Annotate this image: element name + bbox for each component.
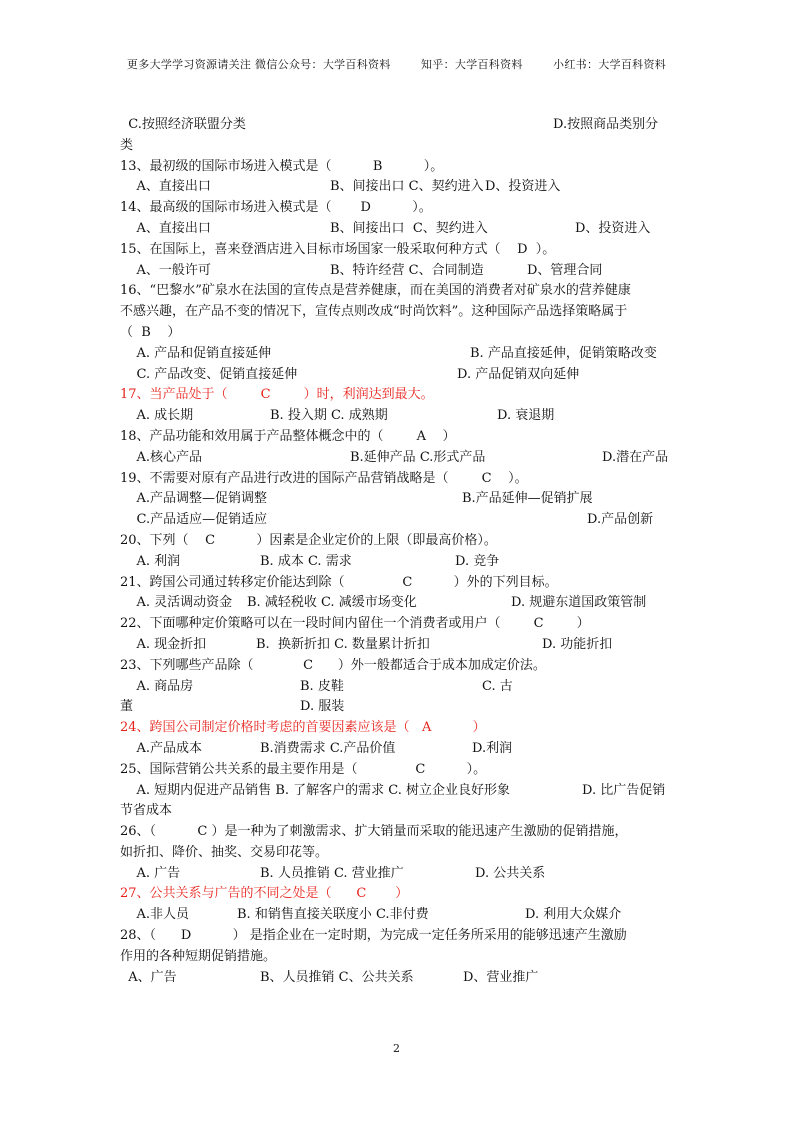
line-text: 如折扣、降价、抽奖、交易印花等。: [120, 844, 329, 860]
option-text: B. 皮鞋: [300, 678, 344, 694]
text-line: [120, 635, 675, 656]
option-text: B. 产品直接延伸，促销策略改变: [470, 345, 657, 361]
line-text: 22、下面哪种定价策略可以在一段时间内留住一个消费者或用户（ C ）: [120, 616, 590, 632]
option-text: D、管理合同: [527, 262, 603, 278]
text-line: [120, 905, 675, 926]
text-line: [120, 697, 675, 718]
text-line: [120, 177, 675, 198]
text-line: [120, 718, 675, 739]
option-text: D.按照商品类别分: [553, 117, 659, 132]
text-line: [120, 864, 675, 885]
page-number: 2: [393, 1042, 400, 1055]
line-text: A. 短期内促进产品销售 B. 了解客户的需求 C. 树立企业良好形象: [120, 782, 511, 798]
option-text: B.产品延伸—促销扩展: [462, 491, 593, 507]
line-text: A. 商品房: [120, 678, 194, 694]
text-line: [120, 198, 675, 219]
line-text: （ B ）: [120, 324, 181, 340]
text-line: [120, 926, 675, 947]
line-text: 18、产品功能和效用属于产品整体概念中的（ A ）: [120, 428, 456, 444]
text-line: [120, 552, 675, 573]
line-text: A.产品成本: [120, 740, 203, 756]
line-text: 25、国际营销公共关系的最主要作用是（ C ）。: [120, 761, 487, 777]
text-line: [120, 365, 675, 386]
text-line: [120, 406, 675, 427]
text-line: [120, 469, 675, 490]
option-text: B、间接出口 C、契约进入: [330, 179, 484, 195]
text-line: [120, 136, 675, 157]
line-text: A.核心产品: [120, 449, 203, 465]
option-text: D、投资进入: [485, 179, 561, 195]
line-text: 不感兴趣，在产品不变的情况下，宣传点则改成“时尚饮料”。这种国际产品选择策略属于: [120, 304, 628, 320]
option-text: B. 和销售直接关联度小 C.非付费: [237, 907, 429, 923]
option-text: B. 人员推销 C. 营业推广: [260, 865, 404, 881]
page-header: 更多大学学习资源请关注 微信公众号：大学百科资料 知乎：大学百科资料 小红书：大学百科资料: [126, 58, 667, 71]
option-text: B. 投入期 C. 成熟期: [270, 408, 388, 424]
line-text: 23、下列哪些产品除（ C ）外一般都适合于成本加成定价法。: [120, 657, 546, 673]
line-text: A. 利润: [120, 553, 181, 569]
question-list: [120, 115, 675, 988]
text-line: [120, 489, 675, 510]
option-text: D. 功能折扣: [542, 636, 613, 652]
option-text: D、投资进入: [575, 220, 651, 236]
text-line: [120, 323, 675, 344]
option-text: D、营业推广: [463, 969, 539, 985]
line-text: A、广告: [120, 969, 177, 985]
line-text: 13、最初级的国际市场进入模式是（ B ）。: [120, 158, 444, 174]
text-line: [120, 302, 675, 323]
line-text: A. 灵活调动资金: [120, 595, 233, 611]
text-line: [120, 281, 675, 302]
option-text: D. 产品促销双向延伸: [457, 366, 580, 382]
text-line: [120, 968, 675, 989]
option-text: D. 衰退期: [497, 408, 555, 424]
line-text: 19、不需要对原有产品进行改进的国际产品营销战略是（ C ）。: [120, 470, 528, 486]
line-text: A. 现金折扣: [120, 636, 207, 652]
line-text: 27、公共关系与广告的不同之处是（ C ）: [120, 886, 409, 902]
text-line: [120, 739, 675, 760]
option-text: B、间接出口 C、契约进入: [330, 220, 488, 236]
option-text: B. 成本 C. 需求: [260, 553, 352, 569]
text-line: [120, 614, 675, 635]
line-text: 17、当产品处于（ C ）时，利润达到最大。: [120, 387, 434, 403]
text-line: [120, 884, 675, 905]
line-text: 节省成本: [120, 803, 173, 819]
option-text: D.利润: [472, 740, 513, 756]
option-text: C. 古: [482, 678, 513, 694]
line-text: 14、最高级的国际市场进入模式是（ D ）。: [120, 200, 432, 216]
line-text: 21、跨国公司通过转移定价能达到除（ C ）外的下列目标。: [120, 574, 558, 590]
option-text: B、特许经营 C、合同制造: [330, 262, 484, 278]
line-text: 16、“巴黎水”矿泉水在法国的宣传点是营养健康，而在美国的消费者对矿泉水的营养健康: [120, 283, 631, 299]
text-line: [120, 115, 675, 136]
line-text: A、一般许可: [120, 262, 211, 278]
line-text: 24、跨国公司制定价格时考虑的首要因素应该是（ A ）: [120, 720, 486, 736]
text-line: [120, 531, 675, 552]
text-line: [120, 801, 675, 822]
line-text: 董: [120, 699, 134, 715]
line-text: 15、在国际上，喜来登酒店进入目标市场国家一般采取何种方式（ D ）。: [120, 241, 556, 257]
line-text: A. 成长期: [120, 408, 194, 424]
text-line: [120, 510, 675, 531]
line-text: A.产品调整—促销调整: [120, 491, 268, 507]
line-text: A.非人员: [120, 907, 190, 923]
line-text: A、直接出口: [120, 179, 211, 195]
text-line: [120, 760, 675, 781]
text-line: [120, 781, 675, 802]
line-text: A. 广告: [120, 865, 181, 881]
option-text: D.潜在产品: [602, 449, 669, 465]
text-line: [120, 947, 675, 968]
text-line: [120, 344, 675, 365]
option-text: B、人员推销 C、公共关系: [260, 969, 414, 985]
text-line: [120, 677, 675, 698]
line-text: 类: [120, 137, 134, 153]
option-text: B.消费需求 C.产品价值: [260, 740, 396, 756]
text-line: [120, 427, 675, 448]
option-text: D.产品创新: [587, 512, 654, 528]
option-text: D. 公共关系: [475, 865, 546, 881]
text-line: [120, 157, 675, 178]
option-text: D. 规避东道国政策管制: [511, 595, 647, 611]
line-text: C.按照经济联盟分类: [120, 117, 246, 132]
text-line: [120, 448, 675, 469]
line-text: C.产品适应—促销适应: [120, 512, 268, 528]
option-text: D. 竞争: [455, 553, 500, 569]
option-text: D. 服装: [300, 699, 345, 715]
text-line: [120, 843, 675, 864]
line-text: 20、下列（ C ）因素是企业定价的上限（即最高价格）。: [120, 532, 497, 548]
option-text: B.延伸产品 C.形式产品: [350, 449, 486, 465]
option-text: B. 减轻税收 C. 减缓市场变化: [247, 595, 417, 611]
text-line: [120, 261, 675, 282]
text-line: [120, 219, 675, 240]
option-text: D. 利用大众媒介: [525, 907, 622, 923]
text-line: [120, 573, 675, 594]
line-text: 作用的各种短期促销措施。: [120, 948, 277, 964]
text-line: [120, 593, 675, 614]
text-line: [120, 240, 675, 261]
option-text: D. 比广告促销: [582, 782, 666, 798]
text-line: [120, 385, 675, 406]
text-line: [120, 822, 675, 843]
option-text: B. 换新折扣 C. 数量累计折扣: [256, 636, 430, 652]
line-text: C. 产品改变、促销直接延伸: [120, 366, 298, 382]
line-text: 26、（ C ）是一种为了刺激需求、扩大销量而采取的能迅速产生激励的促销措施，: [120, 824, 628, 840]
text-line: [120, 656, 675, 677]
line-text: A、直接出口: [120, 220, 211, 236]
line-text: A. 产品和促销直接延伸: [120, 345, 272, 361]
line-text: 28、（ D ） 是指企业在一定时期，为完成一定任务所采用的能够迅速产生激励: [120, 928, 627, 944]
